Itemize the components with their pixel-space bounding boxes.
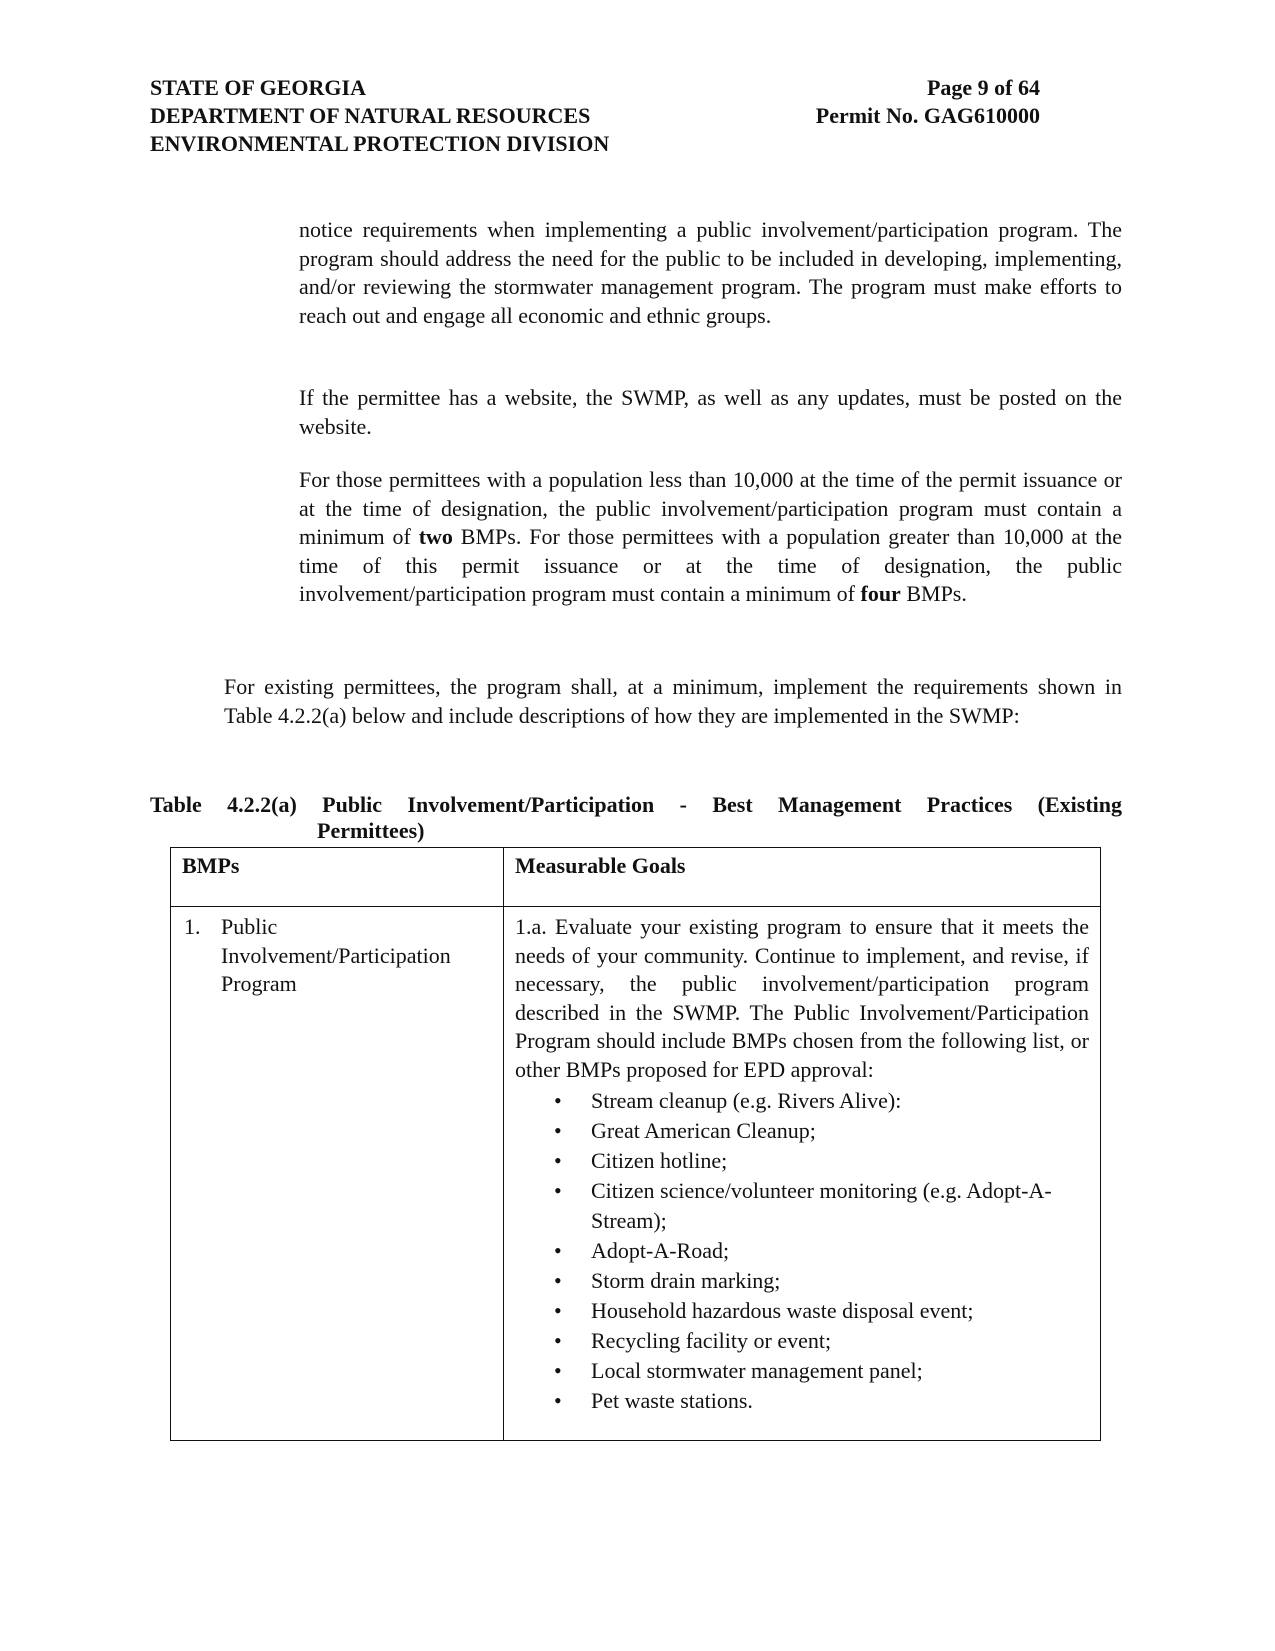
list-item: • Local stormwater management panel; [591, 1356, 1089, 1386]
bmp-title [221, 913, 451, 999]
list-item: • Adopt-A-Road; [591, 1236, 1089, 1266]
goal-cell [504, 907, 1101, 1441]
list-item: • Citizen hotline; [591, 1146, 1089, 1176]
population-text-c: BMPs. For those permittees with a population greater than 10,000 at the time of this permit issuance or at the time of designation, the public involvement/participation program must contain a minimum of [299, 524, 1122, 606]
paragraph-website: If the permittee has a website, the SWMP, as well as any updates, must be posted on the website. [299, 385, 1122, 439]
goal-text: 1.a. Evaluate your existing program to ensure that it meets the needs of your community. Continue to implement, and revise, if necessary, the public involvement/participation program described in the SWMP. The Public Involvement/Participation Program should include BMPs chosen from the following list, or other BMPs proposed for EPD approval: [515, 914, 1089, 1082]
table-caption-line2: Permittees) [317, 818, 425, 843]
paragraph-existing-permittees: For existing permittees, the program shall, at a minimum, implement the requirements shown in Table 4.2.2(a) below and include descriptions of how they are implemented in the SWMP: [224, 674, 1122, 728]
header-state: STATE OF GEORGIA [150, 75, 366, 100]
list-item: • Pet waste stations. [591, 1386, 1089, 1416]
paragraph-population [299, 466, 1122, 609]
list-item: • Storm drain marking; [591, 1266, 1089, 1296]
list-item: • Household hazardous waste disposal event; [591, 1296, 1089, 1326]
table-header-row [171, 848, 1101, 907]
header-department: DEPARTMENT OF NATURAL RESOURCES [150, 103, 591, 128]
table-row [171, 907, 1101, 1441]
list-item: • Great American Cleanup; [591, 1116, 1089, 1146]
population-text-a: For those permittees with a population less than 10,000 at the time of the permit issuance or at the time of designation, the public involvement/participation program must contain a minimum of [299, 467, 1122, 549]
permit-number: Permit No. GAG610000 [815, 103, 1040, 128]
list-item: • Citizen science/volunteer monitoring (e.g. Adopt-A-Stream); [591, 1176, 1089, 1236]
population-minimum-two: two [418, 524, 453, 549]
header-division: ENVIRONMENTAL PROTECTION DIVISION [150, 131, 610, 156]
list-item: • Recycling facility or event; [591, 1326, 1089, 1356]
paragraph-notice-requirements: notice requirements when implementing a public involvement/participation program. The program should address the need for the public to be included in developing, implementing, and/or reviewing the stormwater management program. The program must make efforts to reach out and engage all economic and ethnic groups. [299, 217, 1122, 328]
bmp-number: 1. [184, 914, 201, 939]
header-measurable-goals: Measurable Goals [504, 848, 1101, 907]
bmp-title-line: Involvement/Participation [221, 942, 451, 968]
bmp-cell [171, 907, 504, 1441]
bmp-title-line: Program [221, 971, 297, 996]
header-agency [150, 74, 609, 158]
bmp-table [170, 847, 1101, 1441]
header-page-info [790, 74, 1040, 130]
population-text-e: BMPs. [900, 581, 967, 606]
list-item: • Stream cleanup (e.g. Rivers Alive): [591, 1086, 1089, 1116]
bmp-title-line: Public [221, 914, 278, 939]
bmp-name [182, 909, 492, 999]
population-minimum-four: four [860, 581, 901, 606]
table-caption [150, 792, 1122, 844]
table-caption-line1: Table 4.2.2(a) Public Involvement/Participation - Best Management Practices (Existing [150, 792, 1122, 817]
bmp-options-list [515, 1086, 1089, 1416]
page-number: Page 9 of 64 [926, 75, 1040, 100]
header-bmps: BMPs [171, 848, 504, 907]
